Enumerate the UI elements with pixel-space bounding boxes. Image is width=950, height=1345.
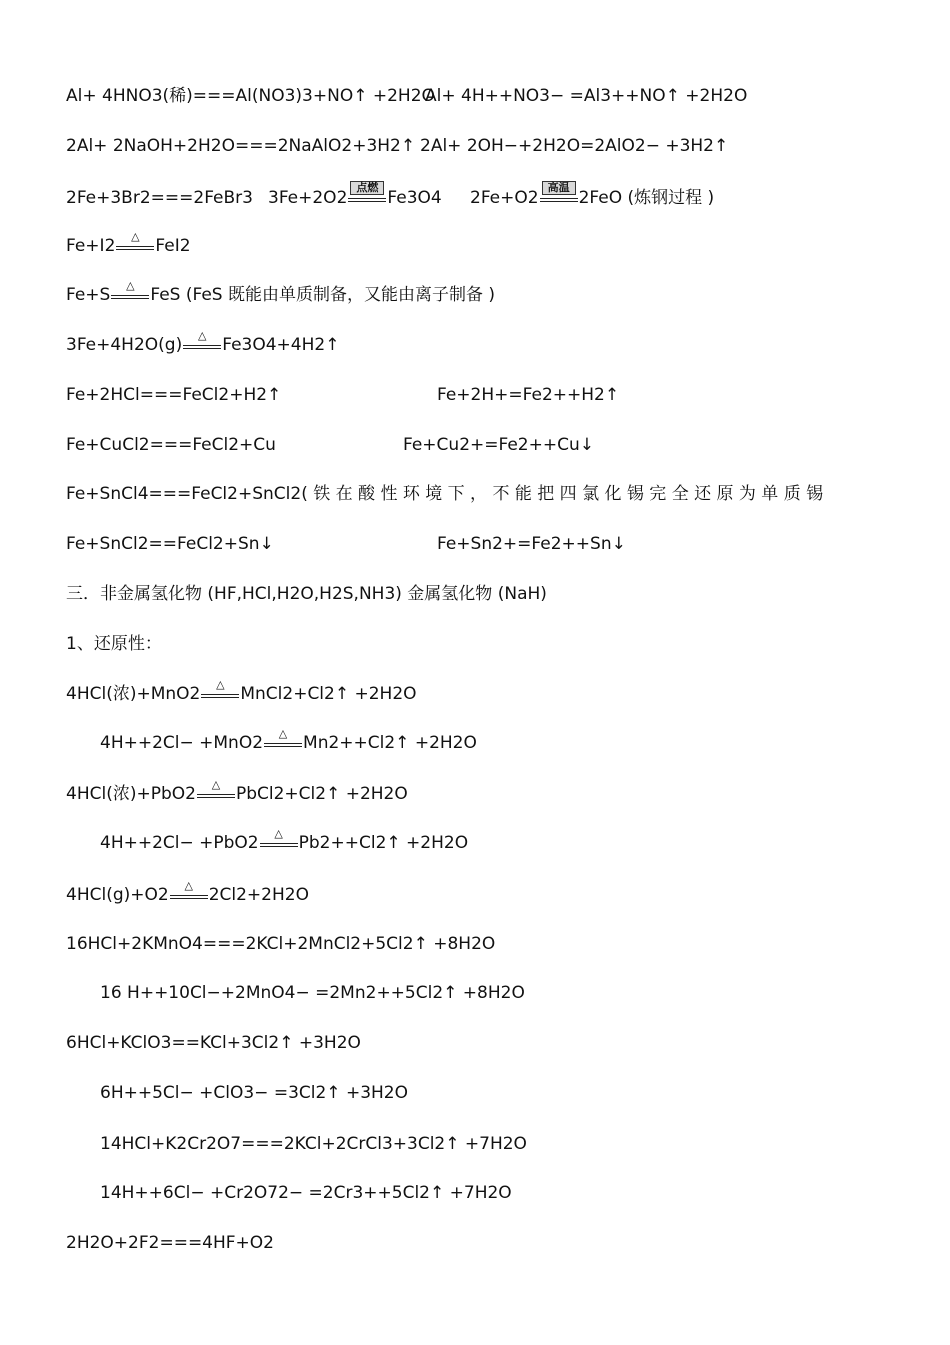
section-heading-text: 三．非金属氢化物 (HF,HCl,H2O,H2S,NH3) 金属氢化物 (NaH)	[66, 584, 547, 604]
section-heading	[66, 583, 547, 605]
equation-right: Fe3O4+4H2↑	[222, 335, 340, 355]
equation-left: Fe+S	[66, 285, 111, 305]
subsection-heading-text: 1、还原性：	[66, 634, 162, 654]
equation-text: 2H2O+2F2===4HF+O2	[66, 1233, 275, 1253]
equation-text: Fe+Sn2+=Fe2++Sn↓	[437, 534, 626, 554]
equation-left: 4H++2Cl− +MnO2	[100, 733, 264, 753]
heat-icon: △	[216, 678, 225, 691]
equation-left: Fe+I2	[66, 236, 116, 256]
equation-fe-br2	[66, 187, 253, 209]
equation-left: 2Fe+O2	[470, 188, 539, 208]
equation-hcl-pbo2	[66, 778, 408, 805]
equation-right: PbCl2+Cl2↑ +2H2O	[235, 784, 408, 804]
equation-right: 2FeO (炼钢过程 )	[578, 188, 715, 208]
ionic-equation-hcl-pbo2	[100, 827, 469, 854]
equation-hcl-kclo3	[66, 1032, 361, 1054]
reaction-condition-arrow	[170, 879, 208, 906]
reaction-condition-arrow	[183, 329, 221, 356]
subsection-heading	[66, 633, 162, 655]
heat-icon: △	[184, 879, 193, 892]
equation-left: 4HCl(浓)+PbO2	[66, 784, 196, 804]
reaction-condition-arrow	[348, 181, 386, 209]
equation-text: 16HCl+2KMnO4===2KCl+2MnCl2+5Cl2↑ +8H2O	[66, 934, 496, 954]
equation-right: FeI2	[155, 236, 191, 256]
equation-fe-o2-burn	[268, 181, 442, 209]
reaction-condition-arrow	[540, 181, 578, 209]
equation-text: Al+ 4H++NO3− =Al3++NO↑ +2H2O	[425, 86, 748, 106]
ionic-equation-fe-sn	[437, 533, 626, 555]
reaction-condition-arrow	[201, 678, 239, 705]
equation-text: 16 H++10Cl−+2MnO4− =2Mn2++5Cl2↑ +8H2O	[100, 983, 525, 1003]
equation-hcl-o2	[66, 879, 309, 906]
reaction-condition-arrow	[116, 230, 154, 257]
equation-left: 3Fe+4H2O(g)	[66, 335, 183, 355]
equation-al-naoh	[66, 135, 415, 157]
heat-icon: △	[211, 778, 221, 791]
equation-fe-sncl2	[66, 533, 274, 555]
equation-fe-hcl	[66, 384, 281, 406]
heat-icon: △	[198, 329, 207, 342]
equation-text: Fe+CuCl2===FeCl2+Cu	[66, 435, 276, 455]
ionic-equation-fe-cu	[403, 434, 594, 456]
equation-left: 4H++2Cl− +PbO2	[100, 833, 259, 853]
reaction-condition-arrow	[197, 778, 235, 805]
equation-text: Al+ 4HNO3(稀)===Al(NO3)3+NO↑ +2H2O	[66, 86, 435, 106]
equation-hcl-kmno4	[66, 933, 495, 955]
equation-text: Fe+2H+=Fe2++H2↑	[437, 385, 620, 405]
equation-right: FeS (FeS 既能由单质制备，又能由离子制备 )	[150, 285, 496, 305]
equation-fe-cucl2	[66, 434, 276, 456]
equation-right: Mn2++Cl2↑ +2H2O	[303, 733, 477, 753]
heat-icon: △	[274, 827, 283, 840]
equation-fe-s	[66, 279, 496, 306]
equation-text: 6H++5Cl− +ClO3− =3Cl2↑ +3H2O	[100, 1083, 408, 1103]
equation-fe-i2	[66, 230, 191, 257]
heat-icon: △	[278, 727, 288, 740]
equation-text: 14HCl+K2Cr2O7===2KCl+2CrCl3+3Cl2↑ +7H2O	[100, 1134, 527, 1154]
equation-hcl-mno2	[66, 678, 417, 705]
equation-text: 6HCl+KClO3==KCl+3Cl2↑ +3H2O	[66, 1033, 361, 1053]
equation-fe-sncl4	[66, 483, 823, 505]
condition-hightemp-label: 高温	[542, 181, 576, 195]
equation-right: MnCl2+Cl2↑ +2H2O	[240, 684, 417, 704]
reaction-condition-arrow	[260, 827, 298, 854]
equation-text: Fe+Cu2+=Fe2++Cu↓	[403, 435, 595, 455]
ionic-equation-hcl-kclo3	[100, 1082, 408, 1104]
equation-text: Fe+SnCl2==FeCl2+Sn↓	[66, 534, 274, 554]
condition-ignite-label: 点燃	[350, 181, 384, 195]
equation-right: 2Cl2+2H2O	[208, 885, 309, 905]
equation-h2o-f2	[66, 1232, 274, 1254]
ionic-equation-al-oh	[420, 135, 728, 157]
reaction-condition-arrow	[111, 279, 149, 306]
ionic-equation-al-hno3	[425, 85, 747, 107]
ionic-equation-hcl-kmno4	[100, 982, 525, 1004]
equation-al-hno3	[66, 85, 435, 107]
equation-left: 4HCl(浓)+MnO2	[66, 684, 201, 704]
equation-text: 14H++6Cl− +Cr2O72− =2Cr3++5Cl2↑ +7H2O	[100, 1183, 512, 1203]
equation-fe-o2-hightemp	[470, 181, 715, 209]
reaction-condition-arrow	[264, 727, 302, 754]
heat-icon: △	[131, 230, 140, 243]
equation-text: 2Fe+3Br2===2FeBr3	[66, 188, 253, 208]
equation-text: Fe+2HCl===FeCl2+H2↑	[66, 385, 282, 405]
ionic-equation-hcl-mno2	[100, 727, 477, 754]
equation-text: 2Al+ 2OH−+2H2O=2AlO2− +3H2↑	[420, 136, 729, 156]
equation-right: Fe3O4	[387, 188, 442, 208]
equation-text: Fe+SnCl4===FeCl2+SnCl2( 铁 在 酸 性 环 境 下 ， 不 能 把 四 氯 化 锡 完 全 还 原 为 单 质 锡	[66, 484, 824, 504]
heat-icon: △	[126, 279, 135, 292]
ionic-equation-fe-h	[437, 384, 619, 406]
equation-right: Pb2++Cl2↑ +2H2O	[298, 833, 469, 853]
equation-text: 2Al+ 2NaOH+2H2O===2NaAlO2+3H2↑	[66, 136, 416, 156]
equation-fe-steam	[66, 329, 340, 356]
equation-hcl-k2cr2o7	[100, 1133, 527, 1155]
equation-left: 4HCl(g)+O2	[66, 885, 169, 905]
ionic-equation-hcl-k2cr2o7	[100, 1182, 512, 1204]
equation-left: 3Fe+2O2	[268, 188, 348, 208]
